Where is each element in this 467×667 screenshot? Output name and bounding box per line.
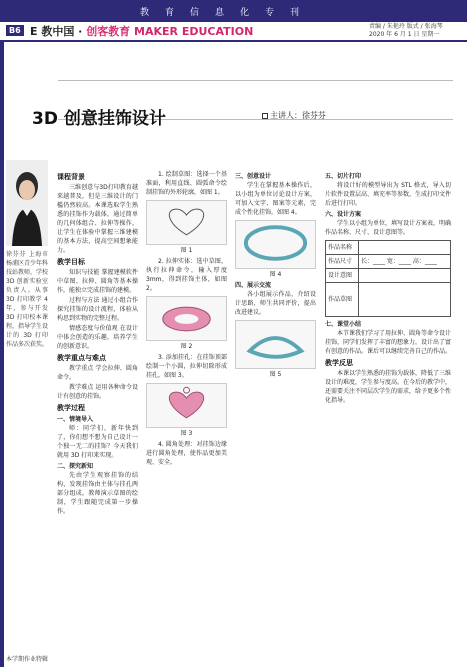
date-line: 2020 年 6 月 1 日 星期一 — [369, 31, 440, 38]
sub-heading: 七、课堂小结 — [325, 321, 362, 328]
lecturer-square-icon — [262, 113, 268, 119]
column-title-prefix: E 教中国 · — [30, 25, 87, 38]
column-4 — [325, 170, 451, 406]
paragraph: 本节课我们学习了用拉伸、圆角等命令设计挂饰，同学们发挥了丰富的想象力，设计出了富有创意的作品。课后可以继续完善自己的作品。 — [325, 330, 452, 355]
figure-image — [146, 383, 227, 428]
column-2 — [146, 170, 227, 468]
column-title-highlight: 创客教育 MAKER EDUCATION — [86, 25, 254, 38]
paragraph: 本课以学生熟悉的挂饰为载体，降低了三维设计的难度，学生参与度高。在今后的教学中，还需要关注不同层次学生的需求，给予更多个性化指导。 — [325, 370, 452, 404]
paragraph: 学生在掌握基本操作后，以小组为单位讨论设计方案，可加入文字、图案等元素，完成个性化挂饰，如图 4。 — [235, 182, 316, 216]
table-cell — [359, 269, 451, 283]
paragraph: 各小组展示作品，介绍设计思路，师生共同评价，提出改进建议。 — [235, 291, 316, 316]
column-3 — [235, 170, 316, 381]
table-row — [326, 269, 451, 283]
paragraph: 2. 拉伸实体：选中草图，执行拉伸命令，输入厚度 3mm，得到挂饰主体，如图 2。 — [146, 258, 227, 292]
side-stripe — [0, 42, 4, 667]
section-heading: 课程背景 — [57, 173, 85, 181]
sub-heading: 一、情境导入 — [57, 416, 94, 423]
section-heading: 教学过程 — [57, 404, 85, 412]
sub-heading: 三、创意设计 — [235, 173, 272, 180]
column-title — [30, 23, 253, 39]
sub-heading: 六、设计方案 — [325, 211, 362, 218]
figure-caption: 图 1 — [180, 247, 193, 254]
figure-image — [146, 296, 227, 341]
paragraph: 师：同学们，新年快到了，你们想不想为自己设计一个独一无二的挂饰？今天我们就用 3D 打印来实现。 — [57, 425, 138, 459]
paragraph: 知识与技能 掌握建模软件中草图、拉伸、圆角等基本操作，能独立完成挂饰的建模。 — [57, 269, 138, 294]
paragraph: 1. 绘制草图：选择一个基准面，利用直线、圆弧命令绘制挂饰的外形轮廓，如图 1。 — [146, 171, 227, 196]
paragraph: 过程与方法 通过小组合作探究挂饰的设计流程，体验从构思到实物的完整过程。 — [57, 297, 138, 322]
table-cell: 作品草图 — [326, 283, 359, 317]
top-banner — [0, 0, 467, 22]
figure-image — [235, 220, 316, 269]
figure-image — [235, 320, 316, 369]
paragraph: 三维创意与3D打印教育越来越普及，但是三维设计的门槛仍然较高。本课选取学生熟悉的挂饰作为载体，通过简单的几何体组合、拉伸等操作，让学生在体验中掌握三维建模的基本方法，提高空间想象能力。 — [57, 184, 138, 254]
design-plan-table — [325, 240, 451, 317]
table-cell — [359, 283, 451, 317]
sub-heading: 四、展示交流 — [235, 282, 272, 289]
sub-heading: 二、探究新知 — [57, 463, 94, 470]
table-row — [326, 255, 451, 269]
section-heading: 教学重点与难点 — [57, 354, 106, 362]
article-title: 3D 创意挂饰设计 — [32, 109, 166, 129]
table-cell: 设计意图 — [326, 269, 359, 283]
edition-bar — [0, 22, 467, 40]
author-portrait-icon — [6, 160, 48, 246]
table-cell: 长：____ 宽：____ 高：____ — [359, 255, 451, 269]
table-cell: 作品名称 — [326, 241, 359, 255]
lecturer-line — [262, 110, 326, 121]
column-1 — [57, 170, 138, 517]
author-caption: 本学期作业特辑 — [6, 656, 49, 663]
table-cell: 作品尺寸 — [326, 255, 359, 269]
editor-line: 责编 / 朱艳玲 版式 / 张海琴 — [369, 23, 443, 30]
figure-caption: 图 2 — [180, 343, 193, 350]
editor-info — [369, 23, 455, 39]
figure-caption: 图 5 — [269, 371, 282, 378]
table-cell — [359, 241, 451, 255]
paragraph: 4. 圆角处理：对挂饰边缘进行圆角处理，使作品更加美观、安全。 — [146, 441, 227, 466]
sub-heading: 五、切片打印 — [325, 173, 362, 180]
author-photo — [6, 160, 48, 246]
paragraph: 3. 添加挂孔：在挂饰顶部绘制一个小圆，拉伸切除形成挂孔，如图 3。 — [146, 354, 227, 379]
figure-caption: 图 4 — [269, 271, 282, 278]
author-sidebar — [6, 160, 48, 349]
section-heading: 教学目标 — [57, 258, 85, 266]
figure-caption: 图 3 — [180, 430, 193, 437]
table-row — [326, 283, 451, 317]
paragraph: 学生以小组为单位，填写设计方案表，明确作品名称、尺寸、设计意图等。 — [325, 220, 452, 236]
author-bio: 徐芬芬 上海市杨浦区青少年科技站教师，学校 3D 创新实验室负责人。从事 3D 打印教学 4 年，参与开发 3D 打印校本课程，指导学生设计的 3D 打印作品多次获奖。 — [6, 251, 49, 348]
banner-text: 教育信息化专刊 — [140, 8, 316, 18]
header-rule — [0, 40, 467, 42]
paragraph: 情感态度与价值观 在设计中体会创造的乐趣，培养学生的创新意识。 — [57, 325, 138, 350]
section-heading: 教学反思 — [325, 359, 353, 367]
paragraph: 将设计好的模型导出为 STL 格式，导入切片软件设置层高、填充率等参数，生成打印文件后进行打印。 — [325, 182, 452, 207]
lecturer-name: 主讲人：徐芬芬 — [270, 111, 326, 120]
paragraph: 先由学生观察挂饰的结构，发现挂饰由主体与挂孔两部分组成。教师演示草图的绘制，学生跟随完成第一步操作。 — [57, 472, 138, 515]
paragraph: 教学难点 运用各种命令设计有创意的挂饰。 — [57, 384, 138, 400]
paragraph: 教学重点 学会拉伸、圆角命令。 — [57, 365, 138, 381]
table-row — [326, 241, 451, 255]
figure-image — [146, 200, 227, 245]
page-number-tag: B6 — [6, 25, 24, 36]
